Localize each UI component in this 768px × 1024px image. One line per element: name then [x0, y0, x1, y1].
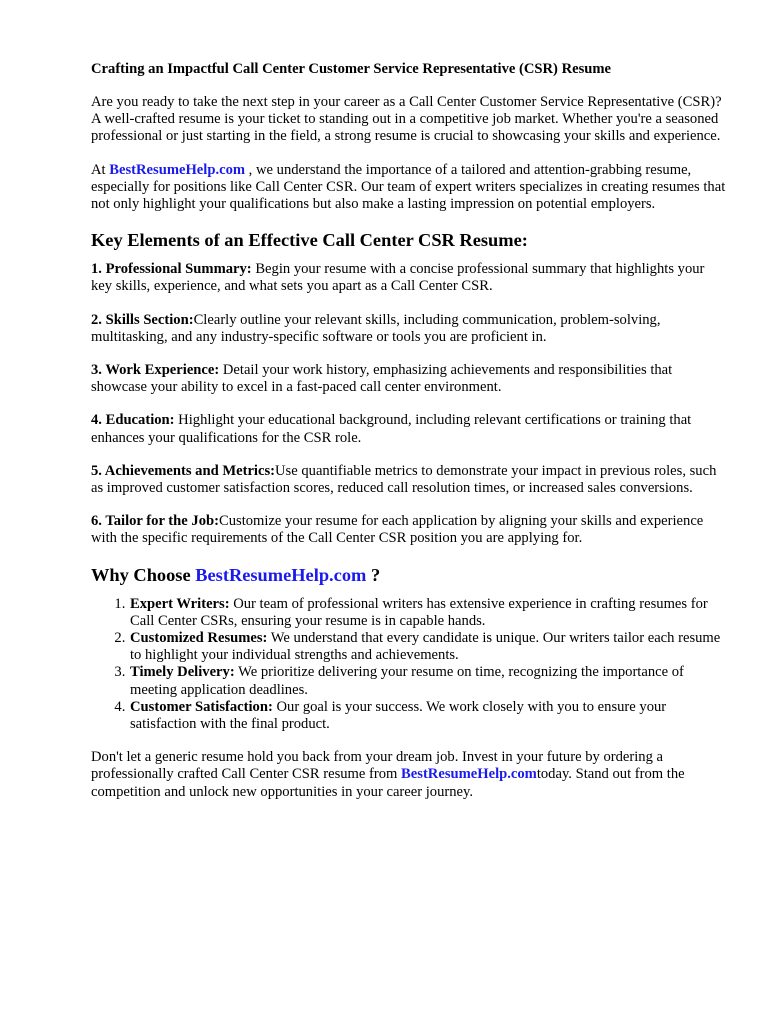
why-choose-heading [91, 564, 728, 586]
intro-paragraph: Are you ready to take the next step in your career as a Call Center Customer Service Representative (CSR)? A well-crafted resume is your ticket to standing out in a competitive job market. Whether you're a seasoned professional or just starting in the field, a strong resume is crucial to showcasing your skills and experience. [91, 94, 722, 145]
reason-text: We understand that every candidate is unique. Our writers tailor each resume to highlight your individual strengths and achievements. [130, 630, 721, 664]
element-item [91, 362, 728, 396]
reason-label: Customer Satisfaction: [130, 698, 273, 715]
list-item [129, 630, 728, 664]
closing-after: today. Stand out from the competition and unlock new opportunities in your career journey. [91, 766, 685, 800]
reason-text: Our team of professional writers has extensive experience in crafting resumes for Call Center CSRs, ensuring your resume is in capable hands. [130, 595, 708, 629]
why-prefix: Why Choose [91, 564, 196, 585]
element-label: 2. Skills Section: [91, 311, 194, 328]
element-label: 1. Professional Summary: [91, 261, 252, 278]
about-prefix: At [91, 161, 110, 178]
reason-label: Customized Resumes: [130, 630, 268, 647]
element-text: Begin your resume with a concise professional summary that highlights your key skills, experience, and what sets you apart as a Call Center CSR. [91, 261, 705, 295]
document-title: Crafting an Impactful Call Center Customer Service Representative (CSR) Resume [91, 61, 612, 77]
element-label: 3. Work Experience: [91, 362, 220, 379]
element-text: Clearly outline your relevant skills, including communication, problem-solving, multitasking, and any industry-specific software or tools you are proficient in. [91, 311, 661, 345]
element-text: Detail your work history, emphasizing achievements and responsibilities that showcase your ability to excel in a fast-paced call center environment. [91, 362, 673, 396]
bestresumehelp-closing-link[interactable]: BestResumeHelp.com [401, 766, 537, 783]
element-label: 5. Achievements and Metrics: [91, 462, 276, 479]
bestresumehelp-link[interactable]: BestResumeHelp.com [109, 161, 246, 178]
list-item [129, 596, 728, 630]
element-text: Use quantifiable metrics to demonstrate your impact in previous roles, such as improved customer satisfaction scores, reduced call resolution times, or increased sales conversions. [91, 462, 717, 497]
reasons-list [91, 596, 728, 734]
closing-paragraph [91, 749, 728, 801]
list-item [129, 664, 728, 698]
element-text: Customize your resume for each application by aligning your skills and experience with the specific requirements of the Call Center CSR position you are applying for. [91, 513, 704, 547]
element-item [91, 513, 728, 547]
about-text: , we understand the importance of a tailored and attention-grabbing resume, especially for positions like Call Center CSR. Our team of expert writers specializes in creating resumes that not only highlight your qualifications but also make a lasting impression on potential employers. [91, 161, 726, 213]
reason-text: We prioritize delivering your resume on time, recognizing the importance of meeting application deadlines. [130, 664, 684, 698]
reason-text: Our goal is your success. We work closely with you to ensure your satisfaction with the final product. [130, 698, 667, 733]
element-item [91, 261, 728, 295]
element-item [91, 412, 728, 446]
bestresumehelp-heading-link[interactable]: BestResumeHelp.com [195, 564, 367, 585]
reason-label: Timely Delivery: [130, 664, 235, 681]
reason-label: Expert Writers: [130, 595, 230, 612]
element-item [91, 463, 728, 497]
element-label: 4. Education: [91, 412, 175, 429]
why-suffix: ? [366, 564, 381, 585]
about-paragraph [91, 162, 728, 214]
closing-before: Don't let a generic resume hold you back from your dream job. Invest in your future by ordering a professionally crafted Call Center CSR resume from [91, 749, 664, 783]
element-item [91, 312, 728, 346]
list-item [129, 699, 728, 733]
element-label: 6. Tailor for the Job: [91, 513, 219, 530]
element-text: Highlight your educational background, including relevant certifications or training that enhances your qualifications for the CSR role. [91, 412, 692, 446]
key-elements-heading: Key Elements of an Effective Call Center CSR Resume: [91, 230, 528, 251]
